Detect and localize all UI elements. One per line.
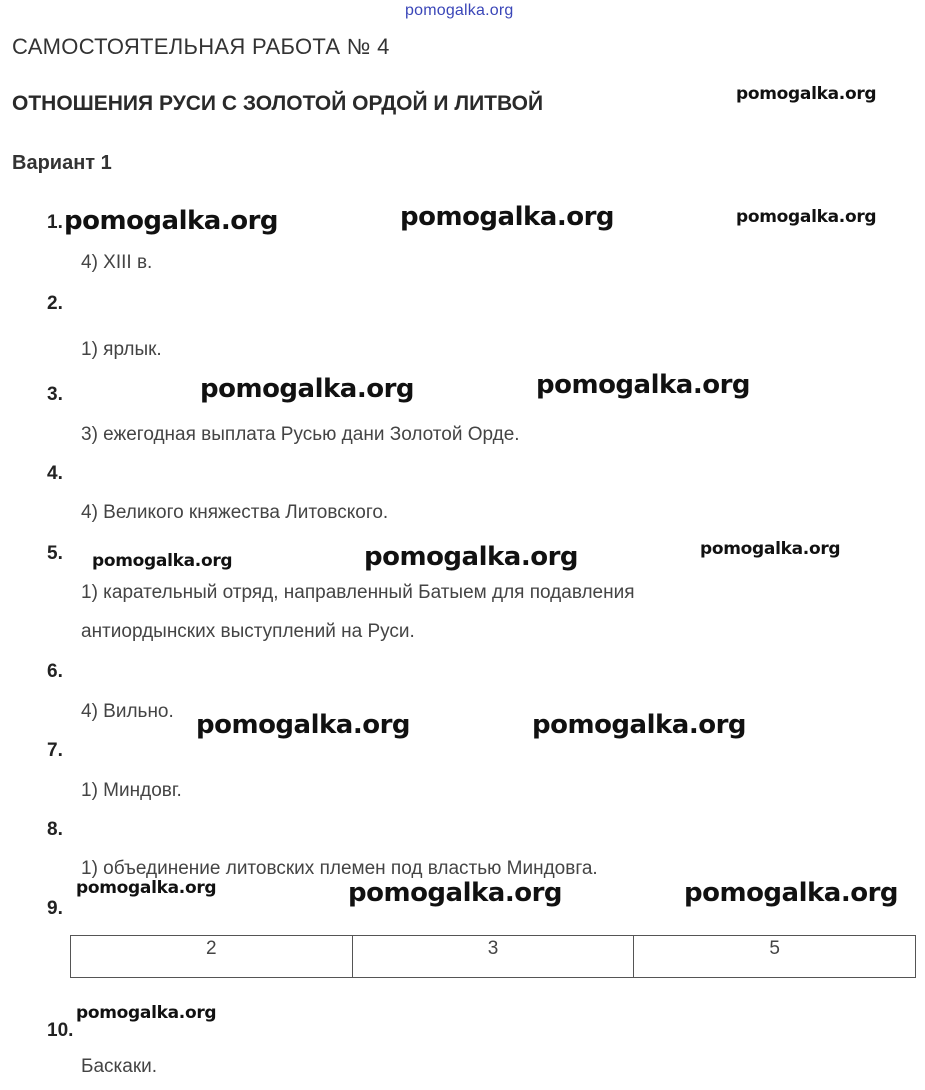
question-number-1: 1.: [47, 212, 63, 233]
watermark: pomogalka.org: [400, 202, 615, 232]
question-number-9: 9.: [47, 898, 63, 919]
watermark: pomogalka.org: [76, 878, 217, 898]
watermark: pomogalka.org: [532, 710, 747, 740]
table-row: [71, 936, 916, 978]
watermark: pomogalka.org: [536, 370, 751, 400]
answer-9-table: [70, 935, 916, 978]
question-number-7: 7.: [47, 740, 63, 761]
watermark: pomogalka.org: [700, 539, 841, 559]
page-title: САМОСТОЯТЕЛЬНАЯ РАБОТА № 4: [12, 34, 390, 59]
watermark: pomogalka.org: [92, 551, 233, 571]
answer-5-line-2: антиордынских выступлений на Руси.: [81, 621, 415, 642]
question-number-10: 10.: [47, 1020, 74, 1041]
table-cell-1: 2: [71, 936, 353, 978]
answer-6: 4) Вильно.: [81, 701, 174, 722]
variant-heading: Вариант 1: [12, 152, 112, 174]
answer-3: 3) ежегодная выплата Русью дани Золотой Орде.: [81, 424, 520, 445]
answer-5-line-1: 1) карательный отряд, направленный Батыем для подавления: [81, 582, 635, 603]
page-subtitle: ОТНОШЕНИЯ РУСИ С ЗОЛОТОЙ ОРДОЙ И ЛИТВОЙ: [12, 92, 544, 115]
watermark: pomogalka.org: [364, 542, 579, 572]
watermark: pomogalka.org: [736, 207, 877, 227]
table-cell-3: 5: [634, 936, 916, 978]
watermark: pomogalka.org: [76, 1003, 217, 1023]
answer-1: 4) XIII в.: [81, 252, 153, 273]
table-cell-2: 3: [352, 936, 634, 978]
answer-2: 1) ярлык.: [81, 339, 162, 360]
answer-10: Баскаки.: [81, 1056, 158, 1077]
answer-8: 1) объединение литовских племен под властью Миндовга.: [81, 858, 598, 879]
question-number-2: 2.: [47, 293, 63, 314]
watermark: pomogalka.org: [348, 878, 563, 908]
question-number-4: 4.: [47, 463, 63, 484]
watermark: pomogalka.org: [200, 374, 415, 404]
watermark: pomogalka.org: [736, 84, 877, 104]
watermark: pomogalka.org: [684, 878, 899, 908]
question-number-3: 3.: [47, 384, 63, 405]
question-number-6: 6.: [47, 661, 63, 682]
answer-7: 1) Миндовг.: [81, 780, 182, 801]
answer-4: 4) Великого княжества Литовского.: [81, 502, 389, 523]
watermark: pomogalka.org: [196, 710, 411, 740]
question-number-5: 5.: [47, 543, 63, 564]
question-number-8: 8.: [47, 819, 63, 840]
watermark: pomogalka.org: [64, 206, 279, 236]
header-site-link[interactable]: pomogalka.org: [405, 2, 514, 19]
